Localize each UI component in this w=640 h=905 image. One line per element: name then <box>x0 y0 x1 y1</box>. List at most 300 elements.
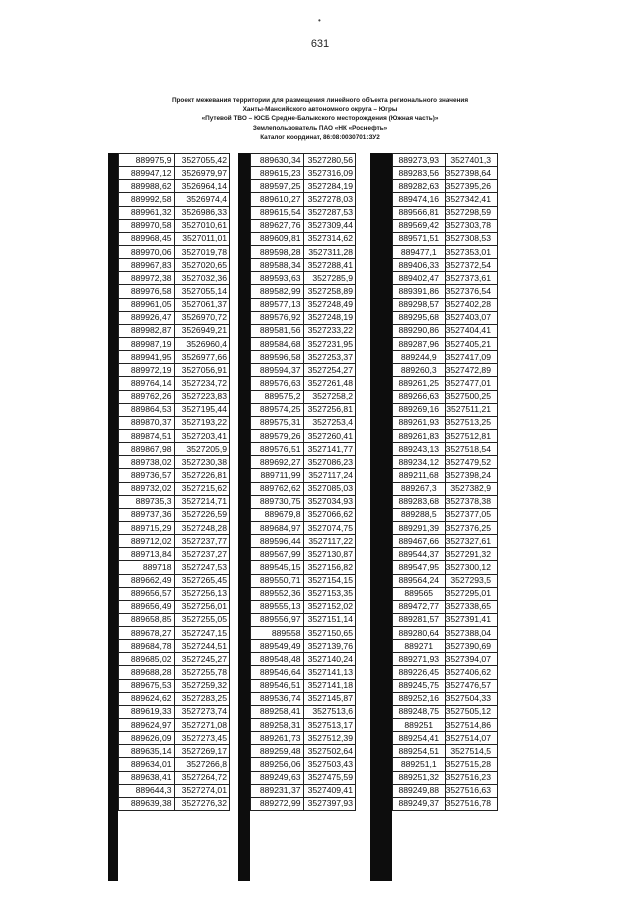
coordinate-x-cell: 889692,27 <box>251 456 304 469</box>
table-row <box>119 784 230 797</box>
coordinate-y-cell: 3527226,59 <box>174 508 230 521</box>
header-object-name: «Путевой ТВО – ЮСБ Средне-Балыкского месторождения (Южная часть)» <box>201 115 439 123</box>
table-row <box>393 390 498 403</box>
table-row <box>393 219 498 232</box>
coordinate-x-cell: 889272,99 <box>251 797 304 810</box>
coordinate-x-cell: 889594,37 <box>251 364 304 377</box>
table-row <box>393 587 498 600</box>
coordinate-x-cell: 889575,31 <box>251 416 304 429</box>
table-row <box>393 732 498 745</box>
coordinate-y-cell: 3527287,53 <box>303 206 356 219</box>
coordinate-y-cell: 3527154,15 <box>303 574 356 587</box>
coordinate-x-cell: 889550,71 <box>251 574 304 587</box>
coordinate-y-cell: 3527195,44 <box>174 403 230 416</box>
coordinate-y-cell: 3527117,22 <box>303 535 356 548</box>
table-row <box>393 232 498 245</box>
table-row <box>393 193 498 206</box>
coordinate-x-cell: 889249,37 <box>393 797 446 810</box>
coordinate-x-cell: 889261,93 <box>393 416 446 429</box>
coordinate-y-cell: 3527130,87 <box>303 548 356 561</box>
coordinate-x-cell: 889961,05 <box>119 298 175 311</box>
coordinate-y-cell: 3527055,14 <box>174 285 230 298</box>
table-row <box>251 679 356 692</box>
table-row <box>393 206 498 219</box>
coordinate-y-cell: 3527253,37 <box>303 351 356 364</box>
coordinate-y-cell: 3527518,54 <box>445 443 498 456</box>
coordinate-y-cell: 3527372,54 <box>445 259 498 272</box>
coordinate-y-cell: 3527214,71 <box>174 495 230 508</box>
coordinate-x-cell: 889260,3 <box>393 364 446 377</box>
table-row <box>119 429 230 442</box>
coordinate-y-cell: 3527278,03 <box>303 193 356 206</box>
table-row <box>251 574 356 587</box>
coordinate-y-cell: 3527353,01 <box>445 245 498 258</box>
coordinate-x-cell: 889251 <box>393 719 446 732</box>
coordinate-y-cell: 3527293,5 <box>445 574 498 587</box>
coordinate-x-cell: 889588,34 <box>251 259 304 272</box>
coordinate-x-cell: 889251,32 <box>393 771 446 784</box>
coordinate-x-cell: 889711,99 <box>251 469 304 482</box>
coordinate-y-cell: 3527066,62 <box>303 508 356 521</box>
scan-mark: • <box>318 16 321 25</box>
coordinate-x-cell: 889656,57 <box>119 587 175 600</box>
table-row <box>393 429 498 442</box>
table-row <box>119 364 230 377</box>
coordinate-x-cell: 889258,31 <box>251 719 304 732</box>
table-row <box>119 206 230 219</box>
coordinate-y-cell: 3527405,21 <box>445 337 498 350</box>
coordinate-y-cell: 3527203,41 <box>174 429 230 442</box>
table-row <box>393 456 498 469</box>
coordinate-x-cell: 889762,26 <box>119 390 175 403</box>
coordinate-x-cell: 889571,51 <box>393 232 446 245</box>
table-row <box>251 429 356 442</box>
coordinate-x-cell: 889536,74 <box>251 692 304 705</box>
coordinate-x-cell: 889638,41 <box>119 771 175 784</box>
table-row <box>119 311 230 324</box>
coordinate-x-cell: 889243,13 <box>393 443 446 456</box>
coordinate-y-cell: 3527151,14 <box>303 613 356 626</box>
table-row <box>119 574 230 587</box>
header-land-user: Землепользователь ПАО «НК «Роснефть» <box>252 124 388 132</box>
coordinate-x-cell: 889281,57 <box>393 613 446 626</box>
header-catalog-title: Каталог координат, 86:08:0030701:ЗУ2 <box>260 133 380 141</box>
coordinate-y-cell: 3527309,44 <box>303 219 356 232</box>
table-row <box>251 548 356 561</box>
table-row <box>251 771 356 784</box>
coordinate-x-cell: 889579,26 <box>251 429 304 442</box>
coordinate-y-cell: 3527032,36 <box>174 272 230 285</box>
coordinate-y-cell: 3527477,01 <box>445 377 498 390</box>
coordinate-x-cell: 889968,45 <box>119 232 175 245</box>
coordinate-y-cell: 3527226,81 <box>174 469 230 482</box>
coordinate-x-cell: 889298,57 <box>393 298 446 311</box>
coordinate-y-cell: 3527258,2 <box>303 390 356 403</box>
coordinate-x-cell: 889624,62 <box>119 692 175 705</box>
coordinate-x-cell: 889282,63 <box>393 180 446 193</box>
table-row <box>251 508 356 521</box>
table-row <box>251 535 356 548</box>
coordinate-y-cell: 3527513,17 <box>303 719 356 732</box>
coordinate-x-cell: 889684,97 <box>251 521 304 534</box>
coordinate-y-cell: 3527276,32 <box>174 797 230 810</box>
table-row <box>119 627 230 640</box>
table-row <box>251 324 356 337</box>
coordinate-y-cell: 3526974,4 <box>174 193 230 206</box>
coordinate-x-cell: 889287,96 <box>393 337 446 350</box>
header-region: Ханты-Мансийского автономного округа – Югры <box>242 106 398 114</box>
coordinate-y-cell: 3527512,81 <box>445 429 498 442</box>
coordinate-x-cell: 889596,58 <box>251 351 304 364</box>
coordinate-y-cell: 3527193,22 <box>174 416 230 429</box>
table-row <box>393 613 498 626</box>
coordinate-y-cell: 3527260,41 <box>303 429 356 442</box>
table-row <box>251 469 356 482</box>
table-row <box>251 613 356 626</box>
table-row <box>393 443 498 456</box>
coordinate-y-cell: 3527513,6 <box>303 705 356 718</box>
coordinate-x-cell: 889867,98 <box>119 443 175 456</box>
coordinate-y-cell: 3527303,78 <box>445 219 498 232</box>
table-row <box>393 719 498 732</box>
table-row <box>119 666 230 679</box>
coordinate-x-cell: 889549,49 <box>251 640 304 653</box>
table-row <box>251 272 356 285</box>
coordinate-x-cell: 889546,64 <box>251 666 304 679</box>
coordinate-x-cell: 889630,34 <box>251 154 304 167</box>
coordinate-x-cell: 889627,76 <box>251 219 304 232</box>
coordinate-y-cell: 3527476,57 <box>445 679 498 692</box>
coordinate-y-cell: 3527505,12 <box>445 705 498 718</box>
coordinate-column-group-3 <box>370 153 498 881</box>
coordinate-x-cell: 889975,9 <box>119 154 175 167</box>
coordinate-y-cell: 3527233,22 <box>303 324 356 337</box>
coordinate-x-cell: 889266,63 <box>393 390 446 403</box>
table-row <box>393 535 498 548</box>
table-row <box>119 337 230 350</box>
coordinate-x-cell: 889634,01 <box>119 758 175 771</box>
coordinate-y-cell: 3527141,18 <box>303 679 356 692</box>
table-row <box>119 719 230 732</box>
coordinate-x-cell: 889234,12 <box>393 456 446 469</box>
document-header <box>0 96 640 142</box>
coordinate-y-cell: 3527261,48 <box>303 377 356 390</box>
coordinate-x-cell: 889474,16 <box>393 193 446 206</box>
coordinate-x-cell: 889576,63 <box>251 377 304 390</box>
coordinate-x-cell: 889976,58 <box>119 285 175 298</box>
table-row <box>251 311 356 324</box>
table-row <box>119 403 230 416</box>
coordinate-x-cell: 889581,56 <box>251 324 304 337</box>
coordinate-x-cell: 889688,28 <box>119 666 175 679</box>
coordinate-y-cell: 3527255,78 <box>174 666 230 679</box>
coordinate-y-cell: 3527398,64 <box>445 167 498 180</box>
table-row <box>251 351 356 364</box>
coordinate-x-cell: 889288,5 <box>393 508 446 521</box>
coordinate-y-cell: 3527403,07 <box>445 311 498 324</box>
coordinate-x-cell: 889575,2 <box>251 390 304 403</box>
table-row <box>251 561 356 574</box>
table-row <box>119 456 230 469</box>
coordinate-y-cell: 3527291,32 <box>445 548 498 561</box>
coordinate-x-cell: 889295,68 <box>393 311 446 324</box>
coordinate-x-cell: 889926,47 <box>119 311 175 324</box>
coordinate-y-cell: 3527266,8 <box>174 758 230 771</box>
table-row <box>393 548 498 561</box>
table-row <box>119 232 230 245</box>
coordinate-y-cell: 3527273,74 <box>174 705 230 718</box>
coordinate-x-cell: 889874,51 <box>119 429 175 442</box>
coordinate-y-cell: 3527056,91 <box>174 364 230 377</box>
table-row <box>393 416 498 429</box>
table-row <box>251 245 356 258</box>
table-row <box>393 403 498 416</box>
coordinate-x-cell: 889737,36 <box>119 508 175 521</box>
table-row <box>119 245 230 258</box>
coordinate-x-cell: 889992,58 <box>119 193 175 206</box>
table-row <box>251 154 356 167</box>
coordinate-y-cell: 3527215,62 <box>174 482 230 495</box>
table-row <box>251 495 356 508</box>
coordinate-x-cell: 889472,77 <box>393 600 446 613</box>
coordinate-x-cell: 889635,14 <box>119 745 175 758</box>
coordinate-y-cell: 3527338,65 <box>445 600 498 613</box>
table-row <box>251 784 356 797</box>
coordinate-x-cell: 889576,51 <box>251 443 304 456</box>
coordinate-x-cell: 889267,3 <box>393 482 446 495</box>
table-row <box>251 692 356 705</box>
table-row <box>393 154 498 167</box>
table-row <box>393 469 498 482</box>
coordinate-x-cell: 889226,45 <box>393 666 446 679</box>
coordinate-y-cell: 3527516,63 <box>445 784 498 797</box>
coordinate-y-cell: 3527150,65 <box>303 627 356 640</box>
coordinate-x-cell: 889624,97 <box>119 719 175 732</box>
coordinate-y-cell: 3527298,59 <box>445 206 498 219</box>
table-row <box>119 679 230 692</box>
coordinate-x-cell: 889556,97 <box>251 613 304 626</box>
coordinate-x-cell: 889269,16 <box>393 403 446 416</box>
coordinate-x-cell: 889941,95 <box>119 351 175 364</box>
coordinate-x-cell: 889256,06 <box>251 758 304 771</box>
table-row <box>119 298 230 311</box>
coordinate-x-cell: 889864,53 <box>119 403 175 416</box>
coordinate-x-cell: 889261,73 <box>251 732 304 745</box>
table-row <box>393 640 498 653</box>
coordinate-x-cell: 889982,87 <box>119 324 175 337</box>
table-row <box>119 390 230 403</box>
coordinate-y-cell: 3527516,78 <box>445 797 498 810</box>
table-row <box>251 456 356 469</box>
coordinate-x-cell: 889967,83 <box>119 259 175 272</box>
coordinate-x-cell: 889685,02 <box>119 653 175 666</box>
table-row <box>393 259 498 272</box>
coordinate-x-cell: 889715,29 <box>119 521 175 534</box>
coordinate-y-cell: 3527085,03 <box>303 482 356 495</box>
coordinate-y-cell: 3527117,24 <box>303 469 356 482</box>
coordinate-x-cell: 889467,66 <box>393 535 446 548</box>
coordinate-y-cell: 3527397,93 <box>303 797 356 810</box>
table-row <box>119 521 230 534</box>
coordinate-x-cell: 889291,39 <box>393 521 446 534</box>
page-number: 631 <box>310 38 330 50</box>
coordinate-y-cell: 3527402,28 <box>445 298 498 311</box>
coordinate-y-cell: 3527373,61 <box>445 272 498 285</box>
coordinate-x-cell: 889644,3 <box>119 784 175 797</box>
coordinate-x-cell: 889261,83 <box>393 429 446 442</box>
table-row <box>119 495 230 508</box>
coordinate-column-group-1 <box>108 153 230 881</box>
coordinate-y-cell: 3526979,97 <box>174 167 230 180</box>
table-row <box>393 745 498 758</box>
coordinate-x-cell: 889577,13 <box>251 298 304 311</box>
point-number-column-redacted <box>238 153 250 881</box>
table-row <box>393 482 498 495</box>
coordinate-y-cell: 3527300,12 <box>445 561 498 574</box>
coordinate-x-cell: 889406,33 <box>393 259 446 272</box>
coordinate-y-cell: 3527502,64 <box>303 745 356 758</box>
coordinate-x-cell: 889619,33 <box>119 705 175 718</box>
coordinate-y-cell: 3527514,5 <box>445 745 498 758</box>
coordinate-x-cell: 889684,78 <box>119 640 175 653</box>
coordinate-y-cell: 3527156,82 <box>303 561 356 574</box>
table-row <box>393 521 498 534</box>
table-row <box>119 154 230 167</box>
coordinate-y-cell: 3527055,42 <box>174 154 230 167</box>
coordinate-y-cell: 3527514,07 <box>445 732 498 745</box>
coordinate-y-cell: 3527376,25 <box>445 521 498 534</box>
coordinate-x-cell: 889283,68 <box>393 495 446 508</box>
coordinate-x-cell: 889558 <box>251 627 304 640</box>
table-row <box>393 364 498 377</box>
coordinate-x-cell: 889870,37 <box>119 416 175 429</box>
table-row <box>251 219 356 232</box>
table-row <box>119 600 230 613</box>
coordinate-x-cell: 889547,95 <box>393 561 446 574</box>
coordinate-y-cell: 3527512,39 <box>303 732 356 745</box>
coordinate-x-cell: 889254,41 <box>393 732 446 745</box>
table-row <box>251 797 356 810</box>
coordinate-y-cell: 3527141,13 <box>303 666 356 679</box>
table-row <box>119 797 230 810</box>
table-row <box>119 508 230 521</box>
table-row <box>393 272 498 285</box>
coordinate-x-cell: 889249,88 <box>393 784 446 797</box>
coordinate-x-cell: 889544,37 <box>393 548 446 561</box>
table-row <box>393 561 498 574</box>
coordinate-y-cell: 3527382,9 <box>445 482 498 495</box>
coordinate-x-cell: 889713,84 <box>119 548 175 561</box>
coordinate-y-cell: 3527034,93 <box>303 495 356 508</box>
table-row <box>251 337 356 350</box>
coordinate-y-cell: 3527342,41 <box>445 193 498 206</box>
coordinate-x-cell: 889252,16 <box>393 692 446 705</box>
coordinate-y-cell: 3527248,28 <box>174 521 230 534</box>
coordinate-y-cell: 3527376,54 <box>445 285 498 298</box>
coordinate-y-cell: 3527314,62 <box>303 232 356 245</box>
coordinate-x-cell: 889970,58 <box>119 219 175 232</box>
table-row <box>119 653 230 666</box>
coordinate-y-cell: 3527230,38 <box>174 456 230 469</box>
table-row <box>251 705 356 718</box>
coordinate-y-cell: 3527311,28 <box>303 245 356 258</box>
coordinate-y-cell: 3527288,41 <box>303 259 356 272</box>
coordinate-x-cell: 889584,68 <box>251 337 304 350</box>
coordinate-x-cell: 889402,47 <box>393 272 446 285</box>
coordinate-y-cell: 3527274,01 <box>174 784 230 797</box>
coordinate-x-cell: 889569,42 <box>393 219 446 232</box>
table-row <box>119 732 230 745</box>
coordinate-y-cell: 3527417,09 <box>445 351 498 364</box>
coordinate-y-cell: 3527061,37 <box>174 298 230 311</box>
coordinate-x-cell: 889738,02 <box>119 456 175 469</box>
table-row <box>251 666 356 679</box>
coordinate-y-cell: 3527256,13 <box>174 587 230 600</box>
coordinate-x-cell: 889609,81 <box>251 232 304 245</box>
table-row <box>393 337 498 350</box>
coordinate-y-cell: 3526970,72 <box>174 311 230 324</box>
coordinate-y-cell: 3527255,05 <box>174 613 230 626</box>
table-row <box>119 705 230 718</box>
table-row <box>393 245 498 258</box>
coordinate-x-cell: 889736,57 <box>119 469 175 482</box>
coordinate-x-cell: 889970,06 <box>119 245 175 258</box>
table-row <box>119 272 230 285</box>
coordinate-y-cell: 3527234,72 <box>174 377 230 390</box>
coordinate-y-cell: 3527253,4 <box>303 416 356 429</box>
table-row <box>393 298 498 311</box>
table-row <box>251 640 356 653</box>
table-row <box>119 193 230 206</box>
coordinate-x-cell: 889283,56 <box>393 167 446 180</box>
table-row <box>393 705 498 718</box>
table-row <box>119 469 230 482</box>
coordinate-x-cell: 889598,28 <box>251 245 304 258</box>
coordinate-y-cell: 3527409,41 <box>303 784 356 797</box>
coordinate-x-cell: 889639,38 <box>119 797 175 810</box>
coordinate-y-cell: 3527245,27 <box>174 653 230 666</box>
coordinate-y-cell: 3527140,24 <box>303 653 356 666</box>
coordinate-y-cell: 3527283,25 <box>174 692 230 705</box>
table-row <box>393 180 498 193</box>
coordinate-x-cell: 889576,92 <box>251 311 304 324</box>
table-row <box>251 745 356 758</box>
table-row <box>251 482 356 495</box>
coordinate-y-cell: 3527244,51 <box>174 640 230 653</box>
table-row <box>251 443 356 456</box>
coordinate-y-cell: 3527513,25 <box>445 416 498 429</box>
table-row <box>393 377 498 390</box>
coordinate-y-cell: 3527479,52 <box>445 456 498 469</box>
coordinate-y-cell: 3526964,14 <box>174 180 230 193</box>
coordinates-catalog <box>108 153 498 881</box>
coordinate-x-cell: 889678,27 <box>119 627 175 640</box>
table-row <box>393 167 498 180</box>
table-row <box>119 771 230 784</box>
table-row <box>393 495 498 508</box>
coordinate-y-cell: 3527256,81 <box>303 403 356 416</box>
table-row <box>251 206 356 219</box>
coordinate-x-cell: 889244,9 <box>393 351 446 364</box>
coordinate-x-cell: 889259,48 <box>251 745 304 758</box>
coordinate-y-cell: 3527145,87 <box>303 692 356 705</box>
coordinate-y-cell: 3527475,59 <box>303 771 356 784</box>
coordinate-x-cell: 889947,12 <box>119 167 175 180</box>
coordinate-y-cell: 3527280,56 <box>303 154 356 167</box>
coordinate-x-cell: 889593,63 <box>251 272 304 285</box>
coordinate-x-cell: 889675,53 <box>119 679 175 692</box>
coordinate-x-cell: 889261,25 <box>393 377 446 390</box>
